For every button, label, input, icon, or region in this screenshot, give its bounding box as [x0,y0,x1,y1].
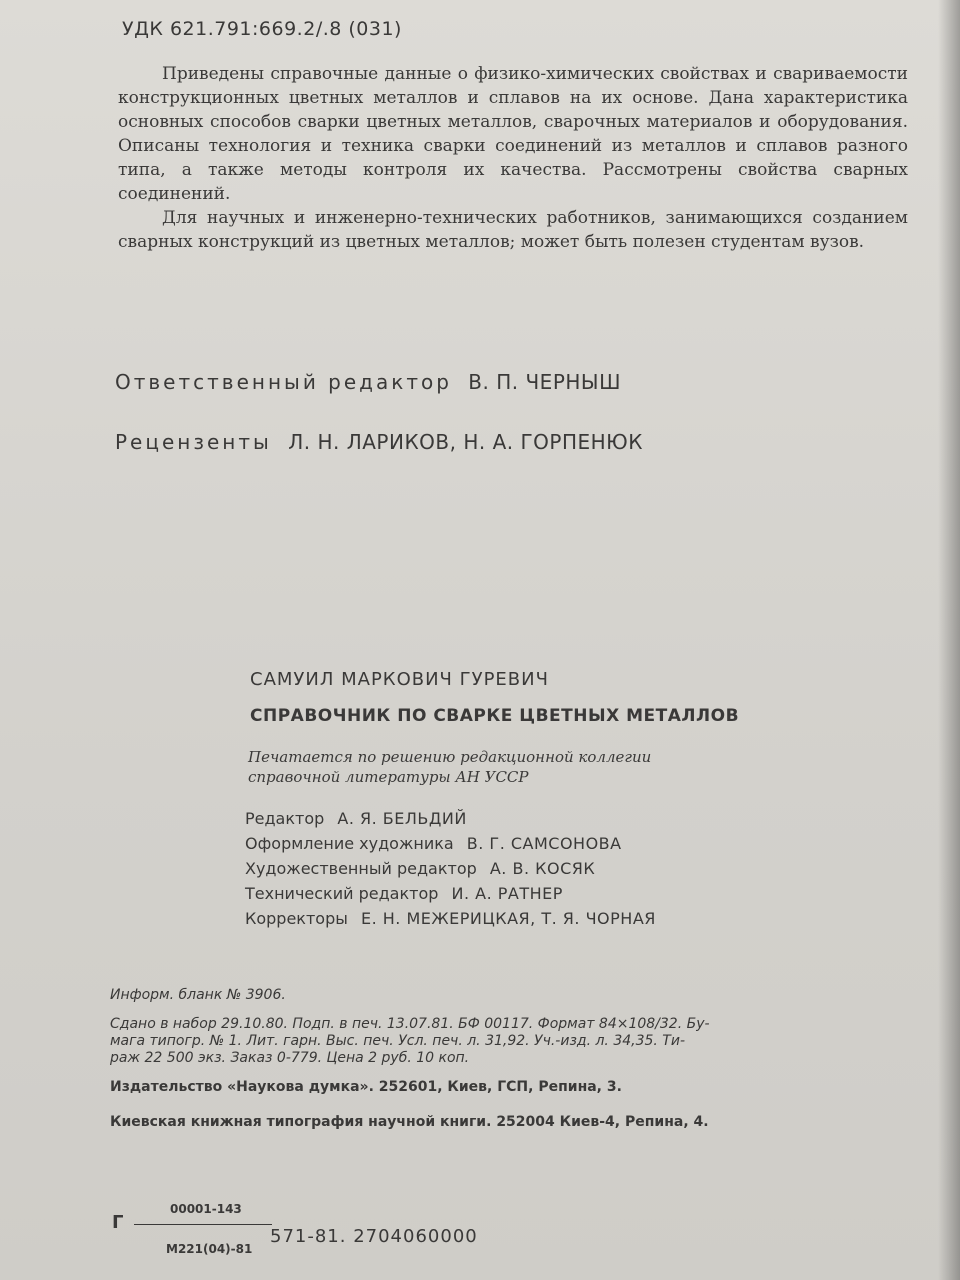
credit-role: Редактор [245,809,325,828]
book-title: СПРАВОЧНИК ПО СВАРКЕ ЦВЕТНЫХ МЕТАЛЛОВ [250,706,740,726]
abstract [118,62,908,254]
fraction-line [134,1224,272,1225]
imprint-inform: Информ. бланк № 3906. [110,987,286,1003]
credit-role: Художественный редактор [245,859,477,878]
imprint-line-2: мага типогр. № 1. Лит. гарн. Выс. печ. Усл. печ. л. 31,92. Уч.-изд. л. 34,35. Ти- [110,1033,686,1049]
abstract-paragraph-1: Приведены справочные данные о физико-химических свойствах и свариваемости конструкционных цветных металлов и сплавов на их основе. Дана характеристика основных способов сварки цветных металлов, сварочных материалов и оборудования. Описаны технология и техника сварки соединений из металлов и сплавов разного типа, а также методы контроля их качества. Рассмотрены свойства сварных соединений. [118,64,908,204]
credit-role: Оформление художника [245,834,454,853]
credit-role: Корректоры [245,909,348,928]
credit-name: Е. Н. МЕЖЕРИЦКАЯ, Т. Я. ЧОРНАЯ [360,909,656,928]
page-edge-shadow [938,0,960,1280]
publication-note [248,747,728,787]
responsible-editor-label: Ответственный редактор [115,370,452,394]
udk-code: УДК 621.791:669.2/.8 (031) [122,18,402,40]
credit-line [245,906,656,931]
credit-line [245,831,656,856]
credit-name: В. Г. САМСОНОВА [466,834,622,853]
imprint [110,987,910,1131]
credits-list [245,806,656,931]
credit-line [245,881,656,906]
publication-note-line-1: Печатается по решению редакционной коллегии [248,748,652,766]
code-denominator: М221(04)-81 [166,1242,253,1256]
publication-note-line-2: справочной литературы АН УССР [248,768,529,786]
responsible-editor [115,370,621,394]
reviewers [115,430,643,454]
imprint-line-3: раж 22 500 экз. Заказ 0-779. Цена 2 руб. 10 коп. [110,1050,470,1066]
responsible-editor-name: В. П. ЧЕРНЫШ [468,370,621,394]
imprint-publisher: Издательство «Наукова думка». 252601, Киев, ГСП, Репина, 3. [110,1079,622,1095]
reviewers-label: Рецензенты [115,430,272,454]
credit-line [245,856,656,881]
imprint-typography: Киевская книжная типография научной книги. 252004 Киев-4, Репина, 4. [110,1114,709,1130]
credit-name: А. В. КОСЯК [489,859,596,878]
code-letter: Г [112,1212,124,1233]
code-tail: 571-81. 2704060000 [270,1226,478,1247]
credit-line [245,806,656,831]
credit-role: Технический редактор [245,884,439,903]
catalog-code [112,1198,612,1268]
code-numerator: 00001-143 [170,1202,242,1216]
author-name: САМУИЛ МАРКОВИЧ ГУРЕВИЧ [250,669,549,690]
imprint-line-1: Сдано в набор 29.10.80. Подп. в печ. 13.07.81. БФ 00117. Формат 84×108/32. Бу- [110,1016,710,1032]
abstract-paragraph-2: Для научных и инженерно-технических работников, занимающихся созданием сварных конструкций из цветных металлов; может быть полезен студентам вузов. [118,208,908,252]
reviewers-names: Л. Н. ЛАРИКОВ, Н. А. ГОРПЕНЮК [288,430,643,454]
credit-name: И. А. РАТНЕР [451,884,563,903]
credit-name: А. Я. БЕЛЬДИЙ [337,809,467,828]
